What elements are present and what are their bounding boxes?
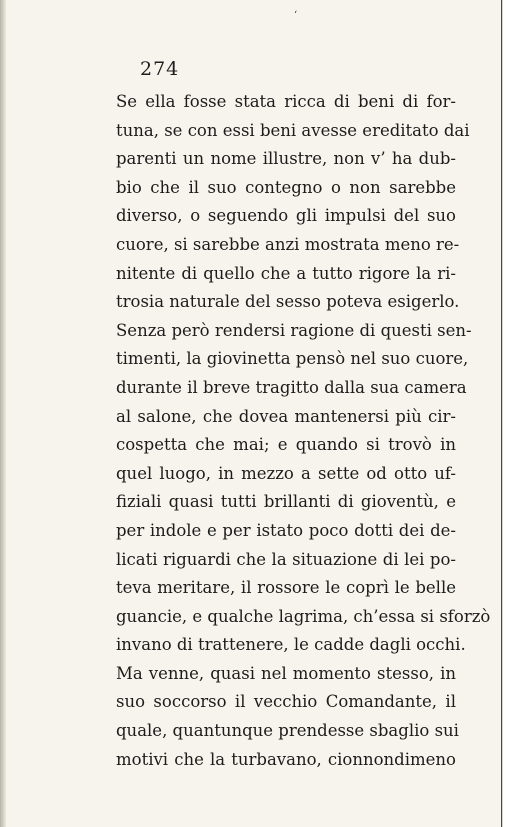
- text-line: timenti, la giovinetta pensò nel suo cuore,: [116, 349, 469, 369]
- text-line: Se ella fosse stata ricca di beni di for-: [116, 92, 456, 111]
- text-line: al salone, che dovea mantenersi più cir-: [116, 406, 456, 426]
- text-line: suo soccorso il vecchio Comandante, il: [116, 692, 456, 712]
- text-line: bio che il suo contegno o non sarebbe: [116, 177, 456, 197]
- text-line: licati riguardi che la situazione di lei po-: [116, 549, 456, 569]
- text-line: motivi che la turbavano, cionnondimeno: [116, 749, 456, 769]
- body-text: [116, 88, 491, 774]
- text-line: parenti un nome illustre, non v’ ha dub-: [116, 149, 456, 169]
- top-ink-mark: ‘: [294, 10, 298, 21]
- text-line: quale, quantunque prendesse sbaglio sui: [116, 721, 459, 741]
- text-line: invano di trattenere, le cadde dagli occhi.: [116, 635, 466, 655]
- text-line: durante il breve tragitto dalla sua camera: [116, 377, 467, 397]
- text-line: guancie, e qualche lagrima, ch’essa si sforzò: [116, 606, 491, 626]
- text-line: cuore, si sarebbe anzi mostrata meno re-: [116, 234, 460, 254]
- text-line: trosia naturale del sesso poteva esigerlo.: [116, 292, 460, 312]
- text-line: fiziali quasi tutti brillanti di gioventù, e: [116, 492, 456, 512]
- text-line: per indole e per istato poco dotti dei de-: [116, 520, 456, 540]
- text-line: teva meritare, il rossore le coprì le belle: [116, 578, 456, 598]
- text-line: nitente di quello che a tutto rigore la ri-: [116, 263, 456, 283]
- page-edge-margin: [502, 0, 529, 827]
- text-line: diverso, o seguendo gli impulsi del suo: [116, 206, 456, 226]
- text-line: Ma venne, quasi nel momento stesso, in: [116, 663, 456, 683]
- text-line: cospetta che mai; e quando si trovò in: [116, 435, 456, 455]
- text-line: Senza però rendersi ragione di questi sen-: [116, 320, 472, 340]
- text-line: tuna, se con essi beni avesse ereditato dai: [116, 120, 470, 140]
- text-line: quel luogo, in mezzo a sette od otto uf-: [116, 463, 456, 483]
- page-number: 274: [140, 58, 180, 80]
- page-gutter-shadow: [0, 0, 6, 827]
